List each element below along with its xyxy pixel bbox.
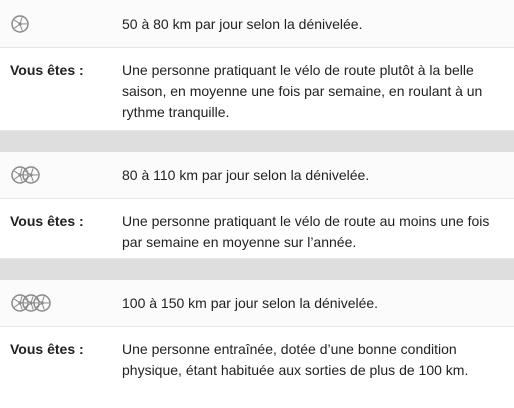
level-2-distance: 80 à 110 km par jour selon la dénivelée. — [122, 167, 370, 183]
level-1-profile-row — [0, 48, 514, 131]
level-3-description: Une personne entraînée, dotée d’une bonne condition physique, étant habituée aux sorties de plus de 100 km. — [122, 341, 469, 378]
level-1-distance: 50 à 80 km par jour selon la dénivelée. — [122, 15, 363, 32]
level-3-distance: 100 à 150 km par jour selon la dénivelée. — [122, 295, 379, 311]
level-1-label: Vous êtes : — [10, 62, 84, 78]
section-separator — [0, 131, 514, 152]
bicycle-wheel-icon — [10, 165, 41, 185]
level-3-distance-row — [0, 280, 514, 327]
level-1-description: Une personne pratiquant le vélo de route plutôt à la belle saison, en moyenne une fois par semaine, en roulant à un rythme tranquille. — [122, 62, 483, 120]
section-separator — [0, 259, 514, 280]
level-1-distance-row — [0, 0, 514, 48]
bicycle-wheel-icon — [10, 14, 30, 34]
bicycle-wheel-icon — [10, 293, 52, 313]
level-3-profile-row — [0, 327, 514, 408]
level-2-label: Vous êtes : — [10, 213, 84, 229]
level-2-distance-row — [0, 152, 514, 199]
level-3-label: Vous êtes : — [10, 341, 84, 357]
level-2-description: Une personne pratiquant le vélo de route au moins une fois par semaine en moyenne sur l’année. — [122, 213, 490, 250]
level-2-profile-row — [0, 199, 514, 259]
